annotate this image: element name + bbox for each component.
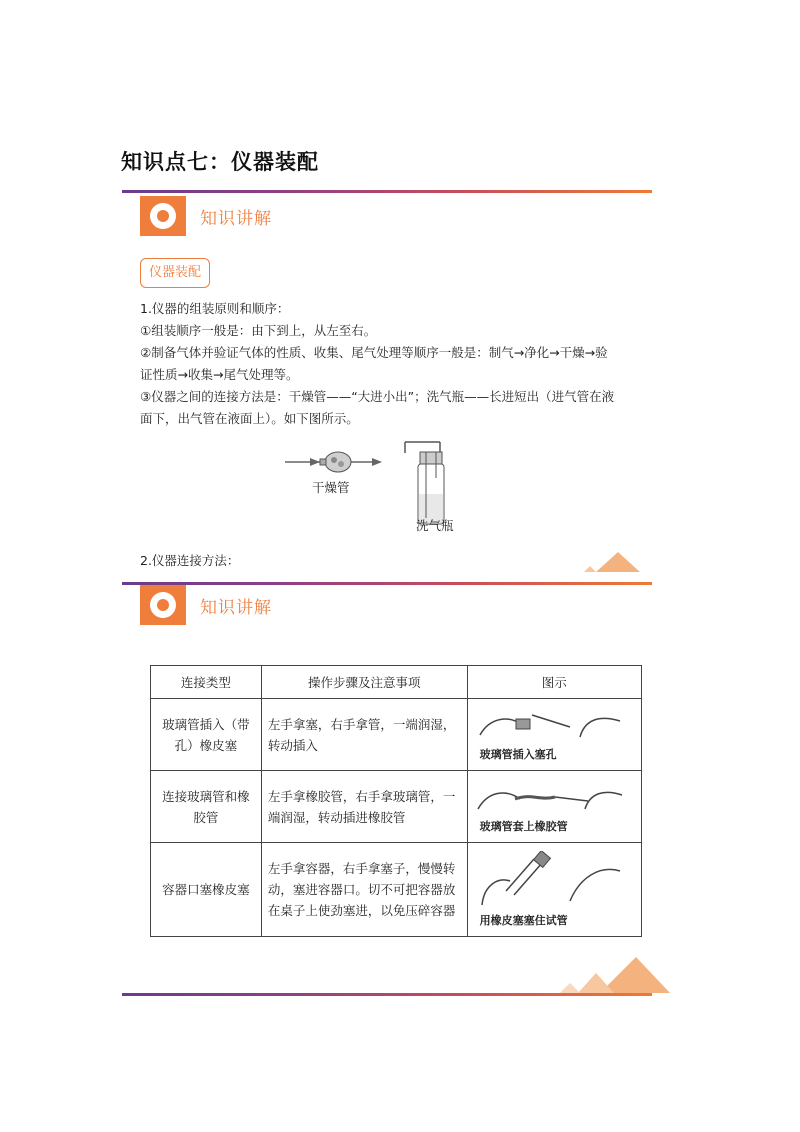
row-type-line: 容器口塞橡皮塞 [162,882,250,897]
row-steps-cell [261,699,467,771]
table-row [151,843,642,937]
section-banner-2 [140,585,640,625]
banner-label-2: 知识讲解 [200,598,272,618]
table-header-row [151,666,642,699]
table-row [151,771,642,843]
stopper-test-tube-icon [470,851,630,909]
drying-tube-icon [285,452,382,472]
section2-heading: 2.仪器连接方法： [140,553,240,568]
mountain-decoration [582,552,642,574]
row-type-cell [151,843,262,937]
topic-tag: 仪器装配 [140,258,210,288]
banner-logo-icon [140,196,186,236]
point-2-line2: 证性质→收集→尾气处理等。 [140,367,299,382]
section-banner [140,196,640,236]
connection-methods-table [150,665,642,937]
section1-heading: 1.仪器的组装原则和顺序： [140,301,290,316]
header-type: 连接类型 [151,666,262,699]
row-steps-line: 左手拿容器，右手拿塞子，慢慢转 [267,861,456,876]
row-steps-line: 转动插入 [267,737,318,753]
wash-bottle-icon [405,442,444,524]
row-steps-line: 在桌子上使劲塞进，以免压碎容器 [267,903,456,918]
row-type-cell [151,699,262,771]
divider-bottom [122,993,652,996]
row-steps-cell [261,843,467,937]
row-type-line: 玻璃管插入（带 [162,716,250,732]
row-steps-line: 左手拿塞，右手拿管，一端润湿， [267,716,456,732]
row-steps-line: 动，塞进容器口。切不可把容器放 [267,882,456,897]
insert-glass-tube-icon [470,707,630,743]
row-caption: 玻璃管套上橡胶管 [479,820,568,833]
row-illustration-cell [467,843,641,937]
page-title: 知识点七：仪器装配 [121,150,319,174]
point-2-line1: ②制备气体并验证气体的性质、收集、尾气处理等顺序一般是：制气→净化→干燥→验 [140,345,608,360]
row-type-line: 胶管 [193,809,219,825]
row-caption: 用橡皮塞塞住试管 [479,914,568,927]
row-illustration-cell [467,699,641,771]
divider-top [122,190,652,193]
row-type-cell [151,771,262,843]
table-row [151,699,642,771]
row-caption: 玻璃管插入塞孔 [479,748,557,761]
banner-logo-icon [140,585,186,625]
row-type-line: 孔）橡皮塞 [174,737,238,753]
point-3-line1: ③仪器之间的连接方法是：干燥管——“大进小出”；洗气瓶——长进短出（进气管在液 [140,389,615,404]
drying-tube-label: 干燥管 [312,480,350,495]
section1-text [140,298,640,430]
row-steps-cell [261,771,467,843]
row-steps-line: 端润湿，转动插进橡胶管 [267,809,406,825]
header-illustration: 图示 [467,666,641,699]
wash-bottle-label: 洗气瓶 [416,518,454,533]
mountain-decoration-bottom [560,955,670,995]
point-3-line2: 面下，出气管在液面上）。如下图所示。 [140,411,359,426]
row-illustration-cell [467,771,641,843]
row-steps-line: 左手拿橡胶管，右手拿玻璃管，一 [267,788,456,804]
point-1: ①组装顺序一般是：由下到上，从左至右。 [140,323,377,338]
header-steps: 操作步骤及注意事项 [261,666,467,699]
connect-rubber-tube-icon [470,779,630,815]
banner-label: 知识讲解 [200,209,272,229]
row-type-line: 连接玻璃管和橡 [162,788,250,804]
